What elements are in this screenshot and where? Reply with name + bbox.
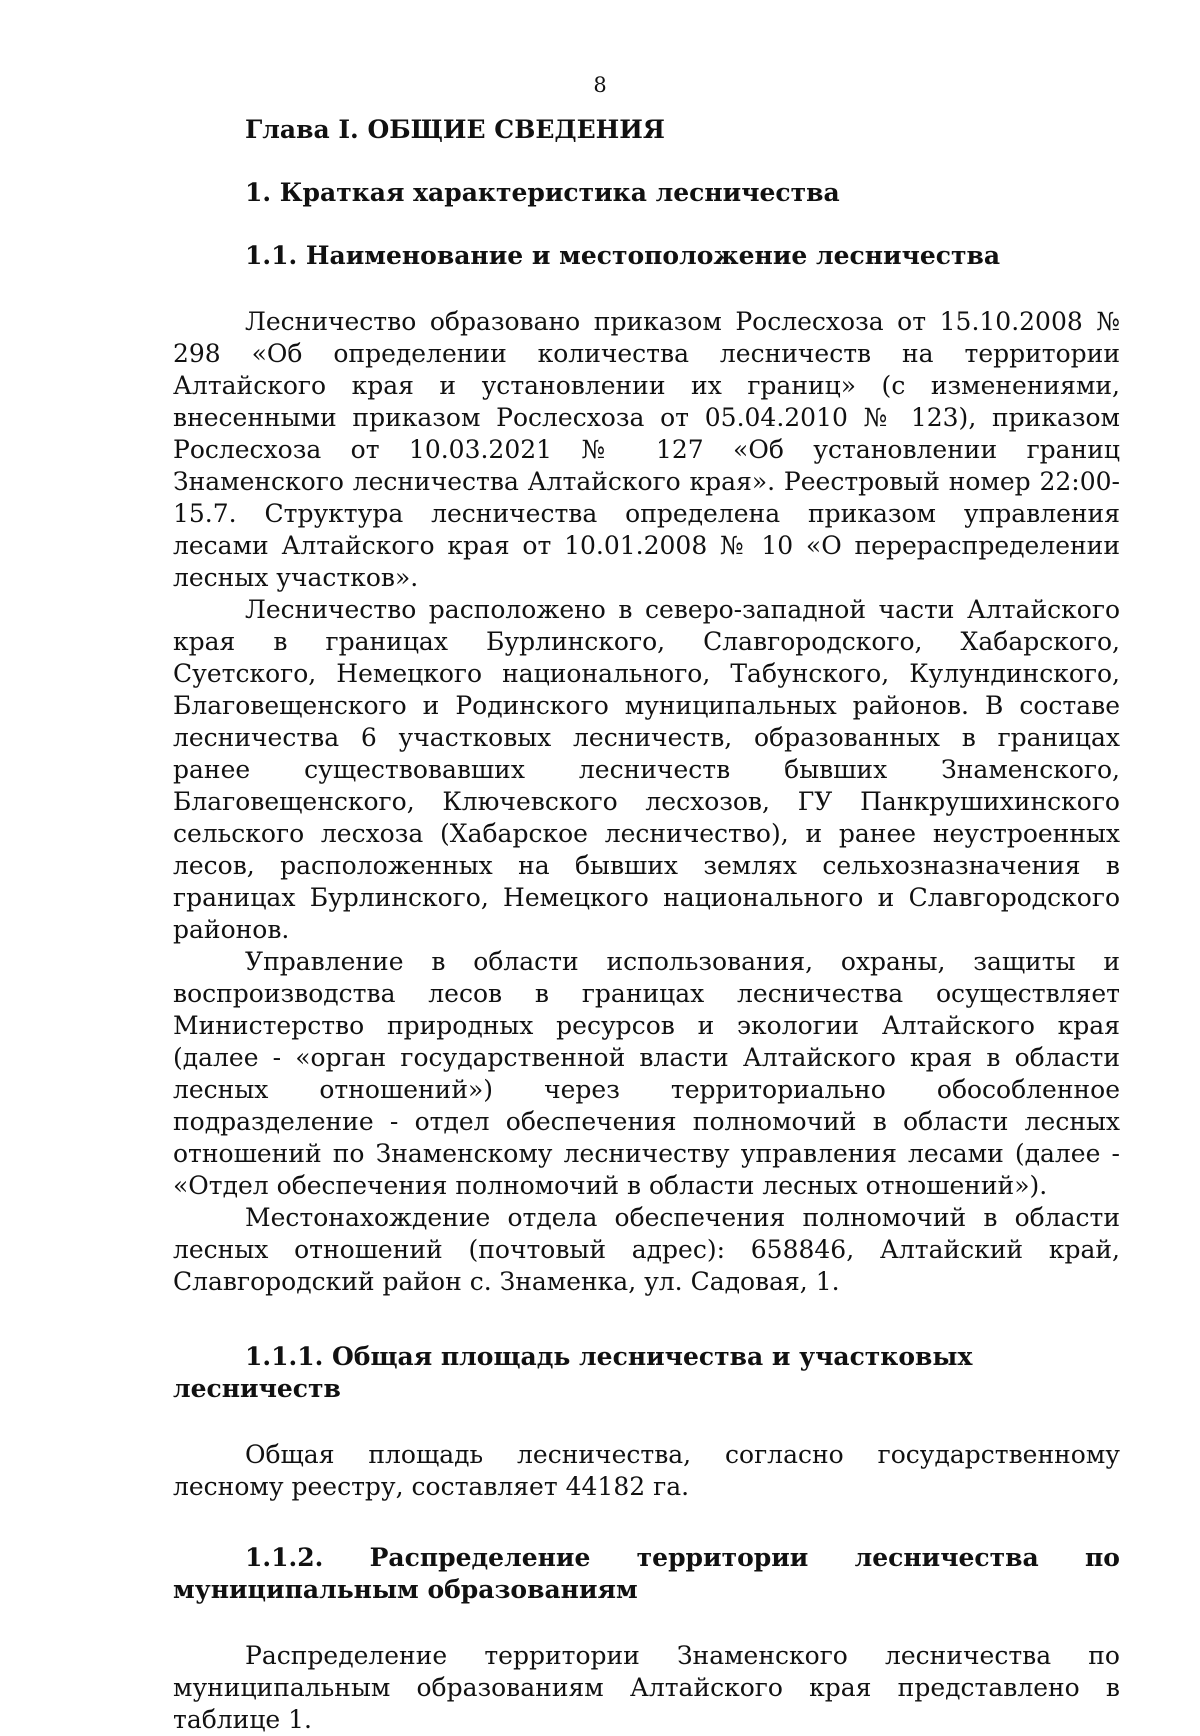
paragraph-total-area: Общая площадь лесничества, согласно государственному лесному реестру, составляет 44182 га. [173,1440,1120,1501]
chapter-title: Глава I. ОБЩИЕ СВЕДЕНИЯ [245,115,665,144]
paragraph-address: Местонахождение отдела обеспечения полномочий в области лесных отношений (почтовый адрес): 658846, Алтайский край, Славгородский район с. Знаменка, ул. Садовая, 1. [173,1203,1120,1296]
section-1-1-title: 1.1. Наименование и местоположение лесничества [245,241,1001,270]
page-number: 8 [593,73,607,97]
paragraph-management: Управление в области использования, охраны, защиты и воспроизводства лесов в границах лесничества осуществляет Министерство природных ресурсов и экологии Алтайского края (далее - «орган государственной власти Алтайского края в области лесных отношений») через территориально обособленное подразделение - отдел обеспечения полномочий в области лесных отношений по Знаменскому лесничеству управления лесами (далее - «Отдел обеспечения полномочий в области лесных отношений»). [173,947,1120,1200]
paragraph-distribution: Распределение территории Знаменского лесничества по муниципальным образованиям Алтайского края представлено в таблице 1. [173,1641,1120,1734]
section-1-1-2-title: 1.1.2. Распределение территории лесничества по муниципальным образованиям [173,1543,1120,1604]
section-1-1-1-title: 1.1.1. Общая площадь лесничества и участковых лесничеств [173,1342,973,1403]
section-1-title: 1. Краткая характеристика лесничества [245,178,840,207]
paragraph-location: Лесничество расположено в северо-западной части Алтайского края в границах Бурлинского, Славгородского, Хабарского, Суетского, Немецкого национального, Табунского, Кулундинского, Благовещенского и Родинского муниципальных районов. В составе лесничества 6 участковых лесничеств, образованных в границах ранее существовавших лесничеств бывших Знаменского, Благовещенского, Ключевского лесхозов, ГУ Панкрушихинского сельского лесхоза (Хабарское лесничество), и ранее неустроенных лесов, расположенных на бывших землях сельхозназначения в границах Бурлинского, Немецкого национального и Славгородского районов. [173,595,1120,944]
page-content [173,110,1120,1736]
paragraph-establishment: Лесничество образовано приказом Рослесхоза от 15.10.2008 № 298 «Об определении количества лесничеств на территории Алтайского края и установлении их границ» (с изменениями, внесенными приказом Рослесхоза от 05.04.2010 № 123), приказом Рослесхоза от 10.03.2021 № 127 «Об установлении границ Знаменского лесничества Алтайского края». Реестровый номер 22:00-15.7. Структура лесничества определена приказом управления лесами Алтайского края от 10.01.2008 № 10 «О перераспределении лесных участков». [173,307,1120,592]
